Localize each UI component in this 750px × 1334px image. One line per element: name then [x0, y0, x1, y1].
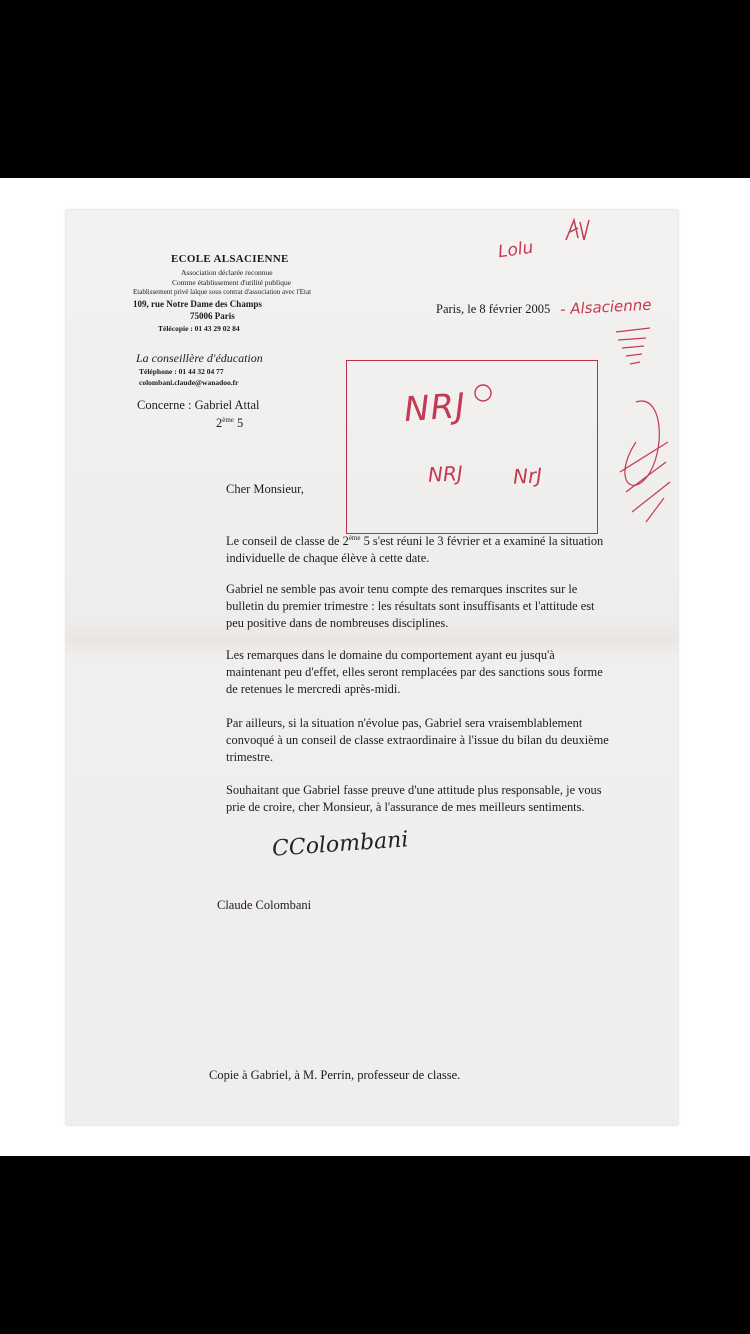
bottom-letterbox	[0, 1156, 750, 1334]
signatory-name: Claude Colombani	[217, 898, 312, 912]
letterhead-line-1: Association déclarée reconnue	[181, 268, 273, 277]
handwritten-signature: CColombani	[271, 827, 410, 862]
paragraph-1: Le conseil de classe de 2ème 5 s'est réuni le 3 février et a examiné la situation individuelle de chaque élève à cette date.	[226, 534, 604, 566]
paragraph-3: Les remarques dans le domaine du comportement ayant eu jusqu'à maintenant peu d'effet, elles seront remplacées par des sanctions sous forme de retenues le mercredi après-midi.	[226, 648, 603, 696]
sender-email: colombani.claude@wanadoo.fr	[139, 378, 239, 387]
subject-class: 2ème 5	[216, 416, 244, 431]
annotation-alsacienne: - Alsacienne	[559, 295, 652, 319]
circle-doodle-icon	[472, 382, 494, 404]
letterhead-fax: Télécopie : 01 43 29 02 84	[158, 324, 240, 333]
paragraph-4: Par ailleurs, si la situation n'évolue pas, Gabriel sera vraisemblablement convoqué à un conseil de classe extraordinaire à l'issue du bilan du deuxième trimestre.	[226, 716, 609, 764]
scribble-top-right-icon	[562, 216, 592, 244]
school-name: ECOLE ALSACIENNE	[171, 253, 289, 265]
annotation-nrj-large: NRJ	[402, 385, 468, 431]
annotation-top-right: Lolu	[496, 237, 535, 263]
letterhead-city: 75006 Paris	[190, 311, 235, 321]
salutation: Cher Monsieur,	[226, 482, 304, 496]
top-letterbox	[0, 0, 750, 178]
letter-paper	[66, 210, 678, 1125]
copy-line: Copie à Gabriel, à M. Perrin, professeur de classe.	[209, 1068, 461, 1082]
document-photo	[0, 178, 750, 1156]
date-line: Paris, le 8 février 2005	[436, 302, 551, 316]
letterhead-street: 109, rue Notre Dame des Champs	[133, 299, 262, 309]
sender-phone: Téléphone : 01 44 32 04 77	[139, 367, 224, 376]
paragraph-5: Souhaitant que Gabriel fasse preuve d'une attitude plus responsable, je vous prie de croire, cher Monsieur, à l'assurance de mes meilleurs sentiments.	[226, 783, 602, 814]
letterhead-line-2: Comme établissement d'utilité publique	[172, 278, 292, 287]
annotation-nrj-small-1: NRJ	[427, 461, 464, 487]
paragraph-2: Gabriel ne semble pas avoir tenu compte des remarques inscrites sur le bulletin du premier trimestre : les résultats sont insuffisants et l'attitude est peu positive dans de nombreuses disciplines.	[226, 582, 595, 630]
margin-scribble-icon	[606, 322, 678, 542]
annotation-nrj-small-2: NrJ	[512, 463, 543, 489]
letterhead-line-3: Etablissement privé laïque sous contrat d'association avec l'Etat	[133, 288, 312, 296]
sender-role: La conseillère d'éducation	[136, 351, 263, 365]
subject-line: Concerne : Gabriel Attal	[137, 398, 260, 412]
